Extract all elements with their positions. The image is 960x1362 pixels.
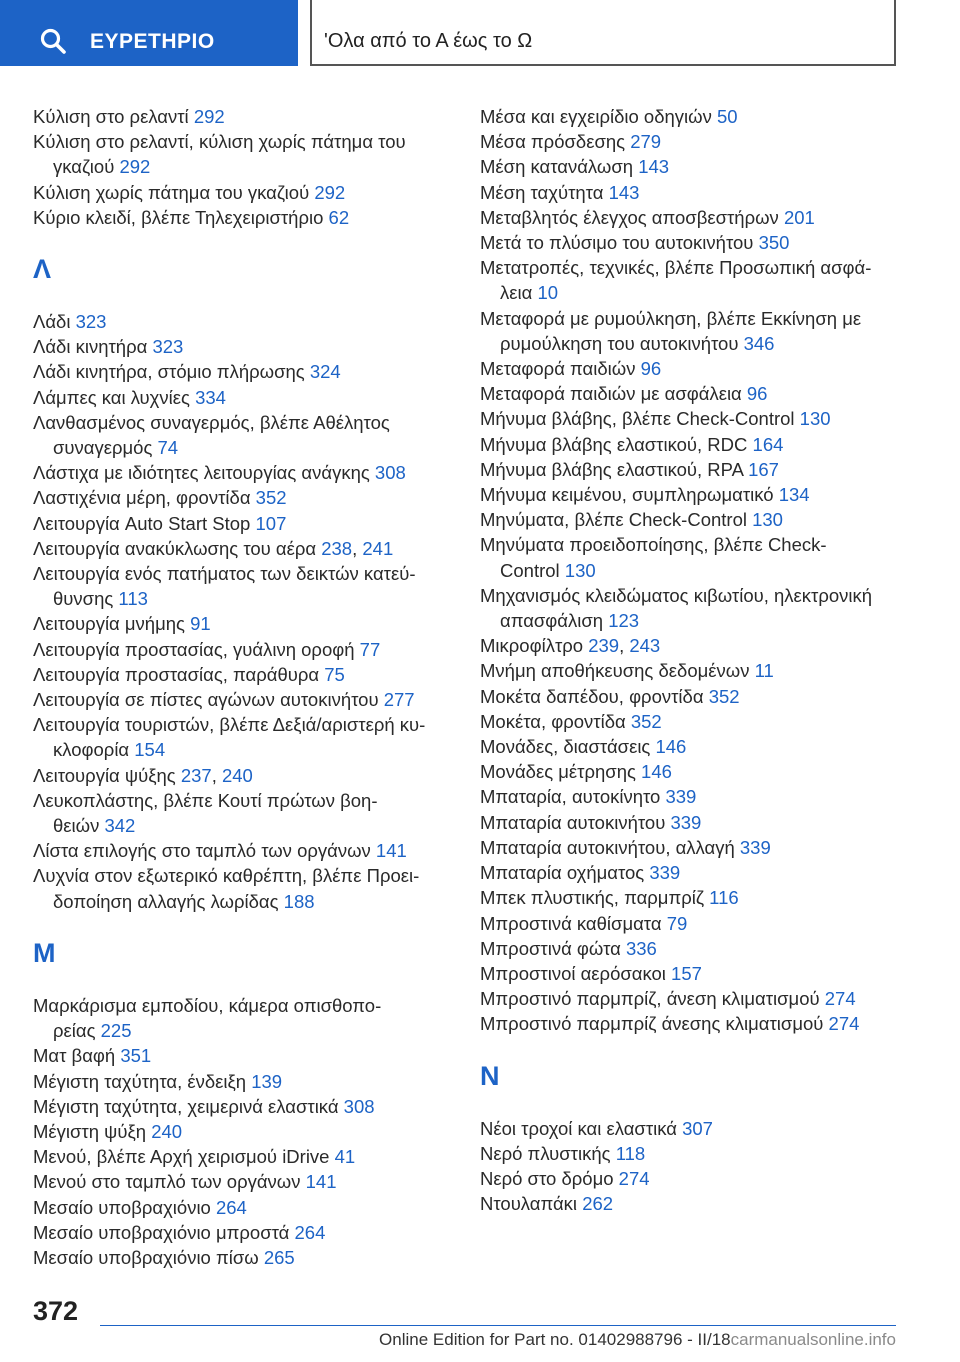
entry-list-l bbox=[33, 309, 458, 914]
index-entry bbox=[33, 1119, 458, 1144]
page-link[interactable]: 225 bbox=[100, 1020, 132, 1042]
entry-text: Μέσα πρόσδεσης bbox=[480, 131, 626, 153]
entry-text: Κύλιση στο ρελαντί bbox=[33, 106, 189, 127]
index-entry bbox=[480, 759, 910, 784]
entry-text: Μήνυμα κειμένου, συμπληρωματικό bbox=[480, 484, 774, 506]
index-entry bbox=[480, 734, 910, 759]
entry-continuation: συναγερμός 74 bbox=[53, 437, 179, 459]
index-entry bbox=[480, 482, 910, 507]
page-link[interactable]: 339 bbox=[649, 862, 681, 884]
entry-text: Μεσαίο υποβραχιόνιο μπροστά bbox=[33, 1221, 290, 1243]
entry-text: Λειτουργία προστασίας, παράθυρα bbox=[33, 663, 320, 685]
page-link[interactable]: 116 bbox=[709, 887, 739, 909]
index-entry bbox=[33, 180, 458, 205]
index-entry bbox=[33, 104, 458, 129]
entry-text: Μέγιστη ψύξη bbox=[33, 1120, 147, 1142]
page-link[interactable]: 123 bbox=[608, 610, 640, 632]
entry-text: Μεταβλητός έλεγχος αποσβεστήρων bbox=[480, 206, 779, 228]
entry-text: Μπροστινό παρμπρίζ, άνεση κλιματισμού bbox=[480, 988, 820, 1010]
index-entry bbox=[480, 1011, 910, 1036]
index-entry bbox=[33, 1144, 458, 1169]
entry-text: Λειτουργία ψύξης bbox=[33, 764, 176, 786]
entry-text: Λειτουργία Auto Start Stop bbox=[33, 512, 251, 534]
entry-text: Μενού, βλέπε Αρχή χειρισμού iDrive bbox=[33, 1146, 330, 1168]
index-entry bbox=[33, 129, 458, 179]
index-entry bbox=[480, 432, 910, 457]
entry-text: Λειτουργία ενός πατήματος των δεικτών κατεύ- bbox=[33, 563, 416, 585]
footer-text bbox=[379, 1330, 896, 1350]
page-link[interactable]: 292 bbox=[119, 156, 151, 178]
index-entry bbox=[33, 309, 458, 334]
page-link[interactable]: 201 bbox=[783, 206, 815, 228]
index-entry bbox=[480, 709, 910, 734]
index-column-right bbox=[480, 104, 910, 1216]
page-link[interactable]: 113 bbox=[118, 588, 148, 610]
entry-text: Μπροστινά φώτα bbox=[480, 937, 621, 959]
index-entry bbox=[480, 507, 910, 532]
page-link[interactable]: 274 bbox=[618, 1167, 650, 1189]
entry-list-m-left bbox=[33, 993, 458, 1270]
section-heading-n: Ν bbox=[480, 1060, 500, 1091]
entry-text: Μεταφορά παιδιών bbox=[480, 358, 636, 380]
entry-text: Λειτουργία ανακύκλωσης του αέρα bbox=[33, 537, 317, 559]
index-entry bbox=[480, 835, 910, 860]
page-link[interactable]: 339 bbox=[739, 836, 771, 858]
entry-text: Ματ βαφή bbox=[33, 1045, 116, 1067]
page-link[interactable]: 146 bbox=[655, 736, 687, 758]
page-link[interactable]: 91 bbox=[190, 613, 211, 635]
entry-text: Λάδι κινητήρα bbox=[33, 336, 148, 358]
entry-text: Μονάδες μέτρησης bbox=[480, 761, 636, 783]
entry-text: Μέσα και εγχειρίδιο οδηγιών bbox=[480, 106, 712, 127]
index-entry bbox=[480, 1116, 910, 1141]
index-entry bbox=[480, 583, 910, 633]
entry-text: Μεσαίο υποβραχιόνιο bbox=[33, 1196, 211, 1218]
index-entry bbox=[480, 658, 910, 683]
page-link[interactable]: 141 bbox=[375, 840, 407, 862]
page-link[interactable]: 62 bbox=[328, 206, 350, 228]
entry-text: Μήνυμα βλάβης, βλέπε Check-Control bbox=[480, 408, 795, 430]
index-entry bbox=[480, 784, 910, 809]
page-link[interactable]: 274 bbox=[828, 1013, 860, 1035]
page-link[interactable]: 262 bbox=[582, 1193, 614, 1215]
page-link[interactable]: 130 bbox=[799, 408, 831, 430]
index-entry: Μικροφίλτρο 239, 243 bbox=[480, 635, 661, 657]
entry-text: Μικροφίλτρο bbox=[480, 635, 584, 657]
index-entry bbox=[33, 1169, 458, 1194]
index-entry bbox=[33, 385, 458, 410]
index-entry bbox=[480, 255, 910, 305]
entry-text: Μπροστινοί αερόσακοι bbox=[480, 962, 666, 984]
page-link[interactable]: 143 bbox=[608, 181, 640, 203]
page-link[interactable]: 188 bbox=[283, 890, 315, 912]
index-entry bbox=[480, 1141, 910, 1166]
entry-text: Λευκοπλάστης, βλέπε Κουτί πρώτων βοη- bbox=[33, 789, 378, 811]
entry-text: Νέοι τροχοί και ελαστικά bbox=[480, 1117, 677, 1139]
entry-text: Λανθασμένος συναγερμός, βλέπε Αθέλητος bbox=[33, 411, 390, 433]
page-link[interactable]: 241 bbox=[362, 537, 394, 559]
entry-continuation: απασφάλιση 123 bbox=[500, 610, 640, 632]
index-entry bbox=[33, 662, 458, 687]
page-link[interactable]: 352 bbox=[630, 710, 662, 732]
page-link[interactable]: 107 bbox=[255, 512, 287, 534]
page-link[interactable]: 339 bbox=[670, 811, 702, 833]
page-link[interactable]: 307 bbox=[682, 1117, 713, 1139]
page-link[interactable]: 167 bbox=[748, 458, 779, 480]
entry-text: Λειτουργία μνήμης bbox=[33, 613, 185, 635]
section-heading-m: Μ bbox=[33, 937, 56, 968]
index-entry bbox=[480, 1166, 910, 1191]
page-link[interactable]: 240 bbox=[221, 764, 253, 786]
page-link[interactable]: 339 bbox=[665, 786, 697, 808]
index-entry bbox=[33, 611, 458, 636]
entry-text: Μπαταρία, αυτοκίνητο bbox=[480, 786, 661, 808]
page-link[interactable]: 308 bbox=[374, 462, 406, 484]
entry-list-m-right bbox=[480, 104, 910, 1037]
page-number: 372 bbox=[33, 1296, 79, 1326]
section-heading-l: Λ bbox=[33, 254, 52, 285]
page-link[interactable]: 351 bbox=[120, 1045, 152, 1067]
index-entry bbox=[33, 485, 458, 510]
entry-text: Μπροστινό παρμπρίζ άνεσης κλιματισμού bbox=[480, 1013, 824, 1035]
index-entry bbox=[480, 986, 910, 1011]
page-link[interactable]: 164 bbox=[752, 433, 784, 455]
entry-text: Μενού στο ταμπλό των οργάνων bbox=[33, 1171, 301, 1193]
index-entry bbox=[33, 1195, 458, 1220]
entry-text: Μηχανισμός κλειδώματος κιβωτίου, ηλεκτρονική bbox=[480, 584, 873, 606]
entry-text: Μετά το πλύσιμο του αυτοκινήτου bbox=[480, 232, 754, 254]
page-link[interactable]: 77 bbox=[359, 638, 381, 660]
index-entry bbox=[33, 561, 458, 611]
index-entry bbox=[33, 205, 458, 230]
page-link[interactable]: 239 bbox=[588, 635, 620, 657]
entry-text: Λυχνία στον εξωτερικό καθρέπτη, βλέπε Προει- bbox=[33, 865, 420, 887]
page-link[interactable]: 323 bbox=[75, 311, 107, 333]
page-link[interactable]: 292 bbox=[314, 181, 346, 203]
index-entry bbox=[480, 457, 910, 482]
entry-text: Μπαταρία αυτοκινήτου, αλλαγή bbox=[480, 836, 735, 858]
index-entry: Λειτουργία ανακύκλωσης του αέρα 238, 241 bbox=[33, 537, 394, 559]
index-entry bbox=[480, 532, 910, 582]
page-link[interactable]: 240 bbox=[151, 1120, 183, 1142]
index-entry bbox=[480, 129, 910, 154]
index-entry bbox=[480, 154, 910, 179]
entry-continuation: λεια 10 bbox=[500, 282, 559, 304]
entry-text: Μεταφορά με ρυμούλκηση, βλέπε Εκκίνηση με bbox=[480, 307, 862, 329]
entry-text: Μέγιστη ταχύτητα, χειμερινά ελαστικά bbox=[33, 1095, 339, 1117]
page-link[interactable]: 130 bbox=[564, 559, 596, 581]
entry-text: Κύριο κλειδί, βλέπε Τηλεχειριστήριο bbox=[33, 206, 324, 228]
page-link[interactable]: 243 bbox=[629, 635, 661, 657]
index-entry: Λειτουργία ψύξης 237, 240 bbox=[33, 764, 253, 786]
page-link[interactable]: 157 bbox=[671, 962, 702, 984]
entry-continuation: ρείας 225 bbox=[53, 1020, 132, 1042]
entry-text: Νερό στο δρόμο bbox=[480, 1167, 614, 1189]
page-link[interactable]: 50 bbox=[717, 106, 738, 127]
entry-continuation: θυνσης 113 bbox=[53, 588, 148, 610]
page-link[interactable]: 274 bbox=[824, 988, 856, 1010]
index-entry bbox=[480, 1191, 910, 1216]
page-link[interactable]: 146 bbox=[641, 761, 672, 783]
index-entry bbox=[480, 961, 910, 986]
page-link[interactable]: 308 bbox=[343, 1095, 375, 1117]
entry-continuation: θειών 342 bbox=[53, 815, 136, 837]
entry-continuation: γκαζιού 292 bbox=[53, 156, 151, 178]
entry-text: Νερό πλυστικής bbox=[480, 1142, 611, 1164]
watermark-label: carmanualsonline.info bbox=[730, 1330, 896, 1349]
page-link[interactable]: 74 bbox=[157, 437, 179, 459]
entry-text: Μπροστινά καθίσματα bbox=[480, 912, 662, 934]
entry-text: Μοκέτα δαπέδου, φροντίδα bbox=[480, 685, 704, 707]
entry-text: Μπαταρία αυτοκινήτου bbox=[480, 811, 666, 833]
page-link[interactable]: 141 bbox=[305, 1171, 337, 1193]
index-entry bbox=[480, 860, 910, 885]
index-entry bbox=[33, 993, 458, 1043]
entry-text: Λειτουργία τουριστών, βλέπε Δεξιά/αριστερή κυ- bbox=[33, 714, 426, 736]
index-entry bbox=[33, 838, 458, 863]
entry-text: Μήνυμα βλάβης ελαστικού, RDC bbox=[480, 433, 748, 455]
index-entry bbox=[480, 684, 910, 709]
index-entry bbox=[33, 460, 458, 485]
entry-list-k bbox=[33, 104, 458, 230]
edition-label: Online Edition for Part no. 01402988796 - II/18 bbox=[379, 1330, 731, 1349]
entry-text: Λίστα επιλογής στο ταμπλό των οργάνων bbox=[33, 840, 371, 862]
page-link[interactable]: 237 bbox=[180, 764, 212, 786]
entry-text: Λάστιχα με ιδιότητες λειτουργίας ανάγκης bbox=[33, 462, 370, 484]
entry-text: Μήνυμα βλάβης ελαστικού, RPA bbox=[480, 458, 743, 480]
page-link[interactable]: 238 bbox=[321, 537, 353, 559]
entry-text: Λειτουργία σε πίστες αγώνων αυτοκινήτου bbox=[33, 689, 379, 711]
entry-continuation: δοποίηση αλλαγής λωρίδας 188 bbox=[53, 890, 315, 912]
a-to-z-tab[interactable] bbox=[310, 0, 896, 66]
header-bar bbox=[0, 0, 960, 66]
page-link[interactable]: 350 bbox=[758, 232, 790, 254]
page-link[interactable]: 264 bbox=[215, 1196, 247, 1218]
index-entry bbox=[480, 406, 910, 431]
page-link[interactable]: 154 bbox=[134, 739, 166, 761]
index-entry bbox=[33, 1043, 458, 1068]
entry-text: Μνήμη αποθήκευσης δεδομένων bbox=[480, 660, 750, 682]
index-entry bbox=[33, 410, 458, 460]
page-link[interactable]: 334 bbox=[195, 386, 226, 408]
index-entry bbox=[480, 230, 910, 255]
page-link[interactable]: 279 bbox=[630, 131, 662, 153]
entry-text: Μετατροπές, τεχνικές, βλέπε Προσωπική ασφά- bbox=[480, 257, 872, 279]
page-link[interactable]: 264 bbox=[294, 1221, 326, 1243]
index-entry bbox=[33, 637, 458, 662]
entry-text: Μεταφορά παιδιών με ασφάλεια bbox=[480, 383, 742, 405]
entry-text: Λάμπες και λυχνίες bbox=[33, 386, 190, 408]
index-entry bbox=[480, 104, 910, 129]
page-link[interactable]: 75 bbox=[324, 663, 345, 685]
index-entry bbox=[480, 885, 910, 910]
index-tab[interactable] bbox=[0, 0, 298, 66]
entry-text: Λάδι κινητήρα, στόμιο πλήρωσης bbox=[33, 361, 305, 383]
index-entry bbox=[480, 356, 910, 381]
page-link[interactable]: 96 bbox=[640, 358, 662, 380]
a-to-z-tab-label: 'Ολα από το Α έως το Ω bbox=[324, 30, 533, 52]
entry-continuation: Control 130 bbox=[500, 559, 596, 581]
page-link[interactable]: 41 bbox=[334, 1146, 356, 1168]
index-tab-label: ΕΥΡΕΤΗΡΙΟ bbox=[90, 30, 215, 53]
index-entry bbox=[33, 1220, 458, 1245]
index-entry bbox=[33, 334, 458, 359]
index-entry bbox=[33, 1245, 458, 1270]
page-link[interactable]: 336 bbox=[625, 937, 657, 959]
entry-text: Μοκέτα, φροντίδα bbox=[480, 710, 626, 732]
entry-text: Μαρκάρισμα εμποδίου, κάμερα οπισθοπο- bbox=[33, 994, 382, 1016]
page-link[interactable]: 277 bbox=[383, 689, 415, 711]
page-link[interactable]: 342 bbox=[104, 815, 136, 837]
entry-text: Κύλιση στο ρελαντί, κύλιση χωρίς πάτημα του bbox=[33, 131, 406, 153]
index-entry bbox=[33, 1094, 458, 1119]
entry-continuation: ρυμούλκηση του αυτοκινήτου 346 bbox=[500, 332, 775, 354]
page-link[interactable]: 346 bbox=[743, 332, 775, 354]
entry-text: Μπεκ πλυστικής, παρμπρίζ bbox=[480, 887, 705, 909]
index-entry bbox=[33, 712, 458, 762]
page-link[interactable]: 292 bbox=[193, 106, 225, 127]
entry-text: Μηνύματα προειδοποίησης, βλέπε Check- bbox=[480, 534, 827, 556]
entry-text: Μέση ταχύτητα bbox=[480, 181, 604, 203]
page-link[interactable]: 96 bbox=[746, 383, 768, 405]
index-entry bbox=[480, 911, 910, 936]
entry-text: Ντουλαπάκι bbox=[480, 1193, 578, 1215]
search-icon bbox=[40, 28, 66, 54]
page-link[interactable]: 324 bbox=[309, 361, 341, 383]
index-column-left bbox=[33, 104, 458, 1270]
page-link[interactable]: 352 bbox=[708, 685, 740, 707]
index-entry bbox=[480, 381, 910, 406]
page-link[interactable]: 139 bbox=[251, 1070, 283, 1092]
footer-rule bbox=[100, 1325, 896, 1326]
index-entry bbox=[480, 306, 910, 356]
page-link[interactable]: 10 bbox=[537, 282, 559, 304]
entry-text: Μέση κατανάλωση bbox=[480, 156, 634, 178]
index-entry bbox=[33, 511, 458, 536]
page-link[interactable]: 265 bbox=[263, 1246, 295, 1268]
entry-text: Μονάδες, διαστάσεις bbox=[480, 736, 651, 758]
page-link[interactable]: 352 bbox=[255, 487, 287, 509]
index-entry bbox=[33, 687, 458, 712]
page-link[interactable]: 134 bbox=[778, 484, 810, 506]
entry-text: Λειτουργία προστασίας, γυάλινη οροφή bbox=[33, 638, 355, 660]
entry-text: Μηνύματα, βλέπε Check-Control bbox=[480, 509, 747, 531]
page-link[interactable]: 11 bbox=[754, 660, 774, 682]
index-entry bbox=[480, 180, 910, 205]
entry-text: Μπαταρία οχήματος bbox=[480, 862, 645, 884]
index-entry bbox=[33, 863, 458, 913]
entry-text: Λαστιχένια μέρη, φροντίδα bbox=[33, 487, 251, 509]
entry-text: Λάδι bbox=[33, 311, 71, 333]
entry-text: Κύλιση χωρίς πάτημα του γκαζιού bbox=[33, 181, 310, 203]
entry-text: Μεσαίο υποβραχιόνιο πίσω bbox=[33, 1246, 259, 1268]
page-link[interactable]: 79 bbox=[666, 912, 688, 934]
index-entry bbox=[480, 810, 910, 835]
index-entry bbox=[33, 788, 458, 838]
page-link[interactable]: 323 bbox=[152, 336, 184, 358]
page-link[interactable]: 130 bbox=[752, 509, 783, 531]
index-entry bbox=[33, 1069, 458, 1094]
index-entry bbox=[33, 359, 458, 384]
page-link[interactable]: 143 bbox=[638, 156, 670, 178]
entry-text: Μέγιστη ταχύτητα, ένδειξη bbox=[33, 1070, 247, 1092]
entry-continuation: κλοφορία 154 bbox=[53, 739, 166, 761]
entry-list-n bbox=[480, 1116, 910, 1217]
index-entry bbox=[480, 936, 910, 961]
index-entry bbox=[480, 205, 910, 230]
page-link[interactable]: 118 bbox=[615, 1142, 646, 1164]
